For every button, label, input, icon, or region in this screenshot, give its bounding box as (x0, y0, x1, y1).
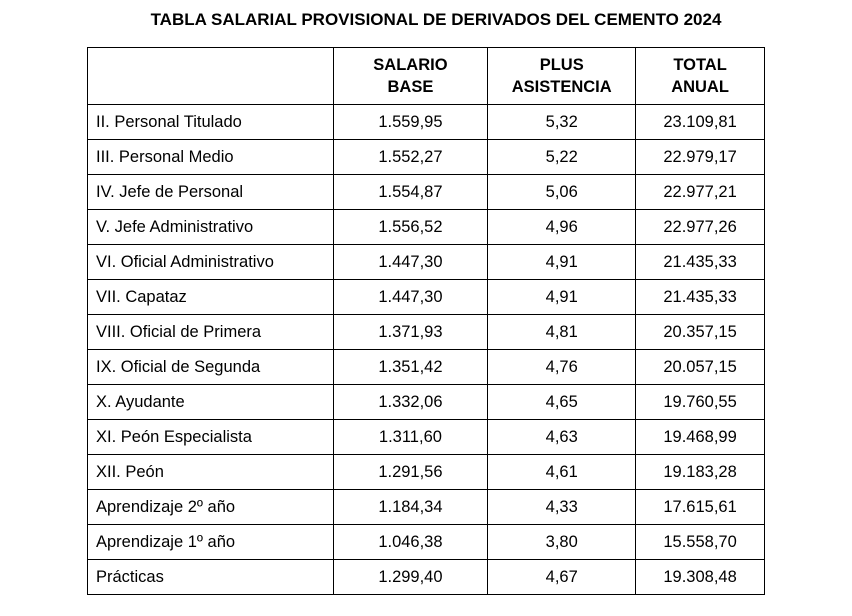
header-plus-asistencia (488, 48, 636, 105)
table-row (88, 455, 765, 490)
cell-plus-asistencia: 4,96 (488, 210, 636, 245)
table-row (88, 105, 765, 140)
cell-total-anual: 21.435,33 (636, 245, 765, 280)
cell-plus-asistencia: 4,81 (488, 315, 636, 350)
table-row (88, 385, 765, 420)
table-row (88, 350, 765, 385)
table-row (88, 560, 765, 595)
table-row (88, 245, 765, 280)
cell-category: III. Personal Medio (88, 140, 334, 175)
cell-plus-asistencia: 4,65 (488, 385, 636, 420)
table-row (88, 140, 765, 175)
cell-total-anual: 20.357,15 (636, 315, 765, 350)
cell-salario-base: 1.332,06 (333, 385, 488, 420)
cell-salario-base: 1.371,93 (333, 315, 488, 350)
cell-category: XI. Peón Especialista (88, 420, 334, 455)
cell-total-anual: 15.558,70 (636, 525, 765, 560)
header-line: PLUS (539, 56, 584, 74)
header-line: ASISTENCIA (511, 78, 612, 96)
cell-salario-base: 1.447,30 (333, 280, 488, 315)
cell-plus-asistencia: 4,63 (488, 420, 636, 455)
cell-total-anual: 21.435,33 (636, 280, 765, 315)
cell-category: Prácticas (88, 560, 334, 595)
header-line: TOTAL (673, 56, 727, 74)
header-salario-base (333, 48, 488, 105)
cell-plus-asistencia: 5,32 (488, 105, 636, 140)
cell-category: IV. Jefe de Personal (88, 175, 334, 210)
table-row (88, 280, 765, 315)
cell-total-anual: 19.468,99 (636, 420, 765, 455)
header-line: SALARIO (373, 56, 448, 74)
cell-plus-asistencia: 4,91 (488, 280, 636, 315)
cell-category: Aprendizaje 2º año (88, 490, 334, 525)
cell-total-anual: 19.760,55 (636, 385, 765, 420)
cell-salario-base: 1.351,42 (333, 350, 488, 385)
cell-total-anual: 22.979,17 (636, 140, 765, 175)
cell-category: VIII. Oficial de Primera (88, 315, 334, 350)
cell-salario-base: 1.046,38 (333, 525, 488, 560)
cell-salario-base: 1.554,87 (333, 175, 488, 210)
cell-total-anual: 20.057,15 (636, 350, 765, 385)
header-line: BASE (387, 78, 434, 96)
cell-salario-base: 1.311,60 (333, 420, 488, 455)
cell-total-anual: 19.183,28 (636, 455, 765, 490)
cell-plus-asistencia: 5,06 (488, 175, 636, 210)
cell-total-anual: 22.977,26 (636, 210, 765, 245)
table-row (88, 315, 765, 350)
cell-salario-base: 1.556,52 (333, 210, 488, 245)
cell-total-anual: 17.615,61 (636, 490, 765, 525)
header-category (88, 48, 334, 105)
cell-plus-asistencia: 3,80 (488, 525, 636, 560)
cell-salario-base: 1.291,56 (333, 455, 488, 490)
cell-total-anual: 23.109,81 (636, 105, 765, 140)
cell-category: VII. Capataz (88, 280, 334, 315)
table-row (88, 525, 765, 560)
cell-plus-asistencia: 4,67 (488, 560, 636, 595)
cell-total-anual: 19.308,48 (636, 560, 765, 595)
header-total-anual (636, 48, 765, 105)
cell-category: VI. Oficial Administrativo (88, 245, 334, 280)
document-title: TABLA SALARIAL PROVISIONAL DE DERIVADOS DEL CEMENTO 2024 (150, 10, 722, 29)
cell-category: IX. Oficial de Segunda (88, 350, 334, 385)
salary-table (87, 47, 765, 595)
table-header-row (88, 48, 765, 105)
table-row (88, 490, 765, 525)
cell-category: II. Personal Titulado (88, 105, 334, 140)
cell-salario-base: 1.552,27 (333, 140, 488, 175)
cell-plus-asistencia: 4,91 (488, 245, 636, 280)
cell-category: Aprendizaje 1º año (88, 525, 334, 560)
cell-total-anual: 22.977,21 (636, 175, 765, 210)
cell-salario-base: 1.299,40 (333, 560, 488, 595)
cell-plus-asistencia: 4,33 (488, 490, 636, 525)
table-row (88, 420, 765, 455)
cell-salario-base: 1.184,34 (333, 490, 488, 525)
cell-salario-base: 1.447,30 (333, 245, 488, 280)
cell-plus-asistencia: 5,22 (488, 140, 636, 175)
cell-category: V. Jefe Administrativo (88, 210, 334, 245)
cell-salario-base: 1.559,95 (333, 105, 488, 140)
table-row (88, 210, 765, 245)
header-line: ANUAL (671, 78, 729, 96)
table-row (88, 175, 765, 210)
cell-category: XII. Peón (88, 455, 334, 490)
cell-category: X. Ayudante (88, 385, 334, 420)
cell-plus-asistencia: 4,61 (488, 455, 636, 490)
cell-plus-asistencia: 4,76 (488, 350, 636, 385)
